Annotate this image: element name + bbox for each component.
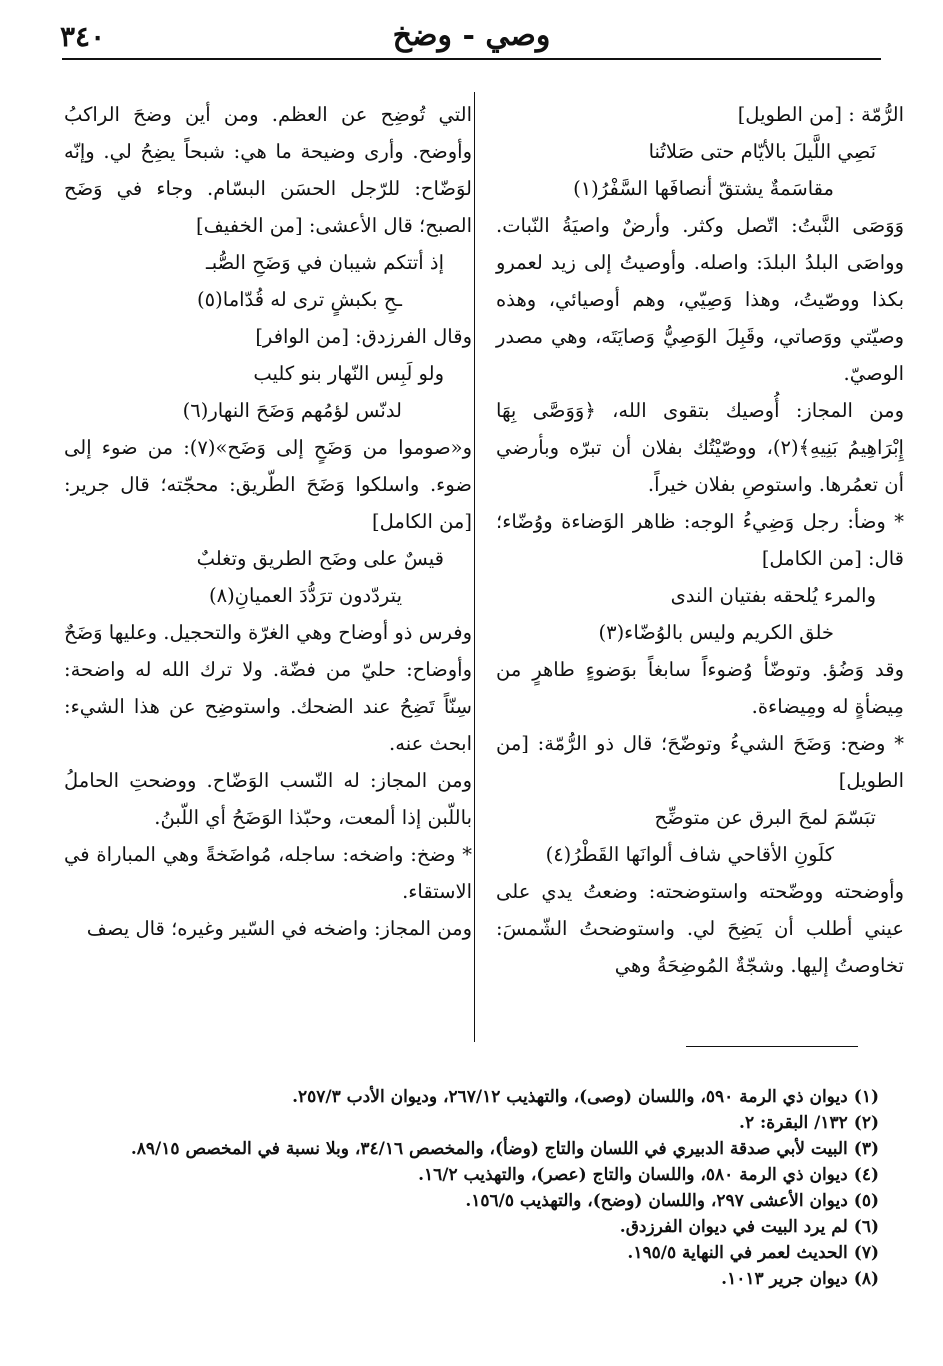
- paragraph: وَوَصَى النَّبتُ: اتّصل وكثر. وأرضٌ واصيَةُ النّبات. وواصَى البلدُ البلدَ: واصله. وأوصيتُ إلى زيد لعمرو بكذا ووصّيتُ، وهذا وَصِيّي، وهم أوصيائي، وهذه وصيّتي ووَصاتي، وقَبِلَ الوَصِيُّ وَصايَتَه، وهي مصدر الوصيّ.: [496, 214, 904, 385]
- footnote-marker: (٤): [853, 1165, 879, 1185]
- footnote: [60, 1188, 879, 1214]
- paragraph: ومن المجاز: أُوصيك بتقوى الله، ﴿وَوَصَّى بِهَا إِبْرَاهِيمُ بَنِيهِ﴾(٢)، ووصّيْتُك بفلان أن تبرّه وبأرضي أن تعمُرها. واستوصِ بفلان خيراً.: [496, 399, 904, 496]
- left-column: [64, 96, 472, 947]
- footnote: [60, 1266, 879, 1292]
- paragraph: وأوضحته ووضّحته واستوضحته: وضعتُ يدي على عيني أطلب أن يَضِحَ لي. واستوضحتُ الشّمسَ: تخاوصتُ إليها. وشجّةٌ المُوضِحَةُ وهي: [496, 880, 904, 977]
- header-rule: [62, 58, 881, 60]
- footnote-rule: [686, 1046, 858, 1047]
- footnote: [60, 1214, 879, 1240]
- footnote-text: الحديث لعمر في النهاية ١٩٥/٥.: [627, 1243, 848, 1263]
- footnote-marker: (٥): [853, 1191, 879, 1211]
- verse-line: يتردّدون ترَدُّدَ العميانِ(٨): [208, 584, 402, 607]
- paragraph: الرُّمّة : [من الطويل]: [737, 103, 904, 126]
- paragraph: ومن المجاز: له النّسب الوَضّاح. ووضحتِ الحاملُ باللّبن إذا ألمعت، وحبّذا الوَضَحُ أي اللّبنُ.: [64, 769, 472, 829]
- paragraph: وفرس ذو أوضاح وهي الغرّة والتحجيل. وعليها وَضَحٌ وأوضاح: حليّ من فضّة. ولا ترك الله له واضحة: سِنّاً تَضِحُ عند الضحك. واستوضِح عن هذا الشيء: ابحث عنه.: [64, 621, 472, 755]
- footnote-marker: (٦): [853, 1217, 879, 1237]
- footnote-text: ديوان ذي الرمة ٥٨٠، واللسان والتاج (عصر)، والتهذيب ١٦/٢.: [418, 1165, 848, 1185]
- paragraph: و«صوموا من وَضَحٍ إلى وَضَح»(٧): من ضوء إلى ضوء. واسلكوا وَضَحَ الطّريق: محجّته؛ قال جرير: [من الكامل]: [64, 436, 472, 533]
- running-title: وصي - وضخ: [392, 18, 551, 53]
- footnote: [60, 1084, 879, 1110]
- footnote: [60, 1110, 879, 1136]
- paragraph: التي تُوضِح عن العظم. ومن أين وضحَ الراكبُ وأوضح. وأرى وضيحة ما هي: شبحاً يضِحُ لي. وإنّه لوَضّاح: للرّجل الحسَن البسّام. وجاء في وَضَح الصبح؛ قال الأعشى: [من الخفيف]: [64, 103, 472, 237]
- page-header: [60, 16, 883, 60]
- footnote-text: ١٣٢/ البقرة: ٢.: [739, 1113, 848, 1133]
- right-column: [496, 96, 904, 984]
- verse-line: لدنّس لؤمُهم وَضَحَ النهار(٦): [182, 399, 402, 422]
- footnote-marker: (٧): [853, 1243, 879, 1263]
- footnote: [60, 1240, 879, 1266]
- verse-line: ـحِ بكبشٍ ترى له قُدّاما(٥): [197, 288, 402, 311]
- footnote: [60, 1136, 879, 1162]
- column-divider: [474, 92, 475, 1042]
- verse-line: مقاسَمةٌ يشتقّ أنصافَها السَّفْرُ(١): [573, 177, 834, 200]
- paragraph: * وضح: وَضَحَ الشيءُ وتوضّحَ؛ قال ذو الرُّمّة: [من الطويل]: [496, 732, 904, 792]
- verse-line: قيسٌ على وضَح الطريق وتغلبٌ: [196, 547, 444, 570]
- footnote: [60, 1162, 879, 1188]
- verse-line: والمرء يُلحقه بفتيان الندى: [670, 584, 876, 607]
- footnote-marker: (١): [853, 1087, 879, 1107]
- footnote-marker: (٣): [853, 1139, 879, 1159]
- paragraph: * وضأ: رجل وَضِيءُ الوجه: ظاهر الوَضاءة ووُضّاء؛ قال: [من الكامل]: [496, 510, 904, 570]
- verse-line: كلَونِ الأقاحي شاف ألوانَها القَطْرُ(٤): [545, 843, 834, 866]
- verse-line: ولو لَبِس النّهار بنو كليب: [253, 362, 444, 385]
- footnote-marker: (٢): [853, 1113, 879, 1133]
- paragraph: وقال الفرزدق: [من الوافر]: [255, 325, 472, 348]
- footnote-text: البيت لأبي صدقة الدبيري في اللسان والتاج (وضأ)، والمخصص ٣٤/١٦، وبلا نسبة في المخصص ٨٩/١٥.: [130, 1139, 848, 1159]
- footnote-text: ديوان الأعشى ٢٩٧، واللسان (وضح)، والتهذيب ١٥٦/٥.: [465, 1191, 848, 1211]
- verse-line: نَصِي اللَّيلَ بالأيّام حتى صَلاتُنا: [648, 140, 876, 163]
- verse-line: خلق الكريم وليس بالوُضّاء(٣): [598, 621, 834, 644]
- page-number: ٣٤٠: [60, 20, 106, 53]
- paragraph: * وضخ: واضخه: ساجله، مُواضَخةً وهي المباراة في الاستقاء.: [64, 843, 472, 903]
- footnote-text: ديوان ذي الرمة ٥٩٠، واللسان (وصى)، والتهذيب ٢٦٧/١٢، وديوان الأدب ٢٥٧/٣.: [292, 1087, 848, 1107]
- verse-line: تبَسّمَ لمحَ البرق عن متوضِّح: [654, 806, 876, 829]
- footnote-text: لم يرد البيت في ديوان الفرزدق.: [619, 1217, 848, 1237]
- footnote-marker: (٨): [853, 1269, 879, 1289]
- footnote-text: ديوان جرير ١٠١٣.: [721, 1269, 848, 1289]
- paragraph: وقد وَضُؤ. وتوضّأ وُضوءاً سابغاً بوَضوءٍ طاهرٍ من مِيضأةٍ له ومِيضاءة.: [496, 658, 904, 718]
- paragraph: ومن المجاز: واضخه في السّير وغيره؛ قال يصف: [86, 917, 472, 940]
- verse-line: إذ أتتكم شيبان في وَضَحِ الصُّبـ: [206, 251, 444, 274]
- footnotes: [60, 1084, 879, 1292]
